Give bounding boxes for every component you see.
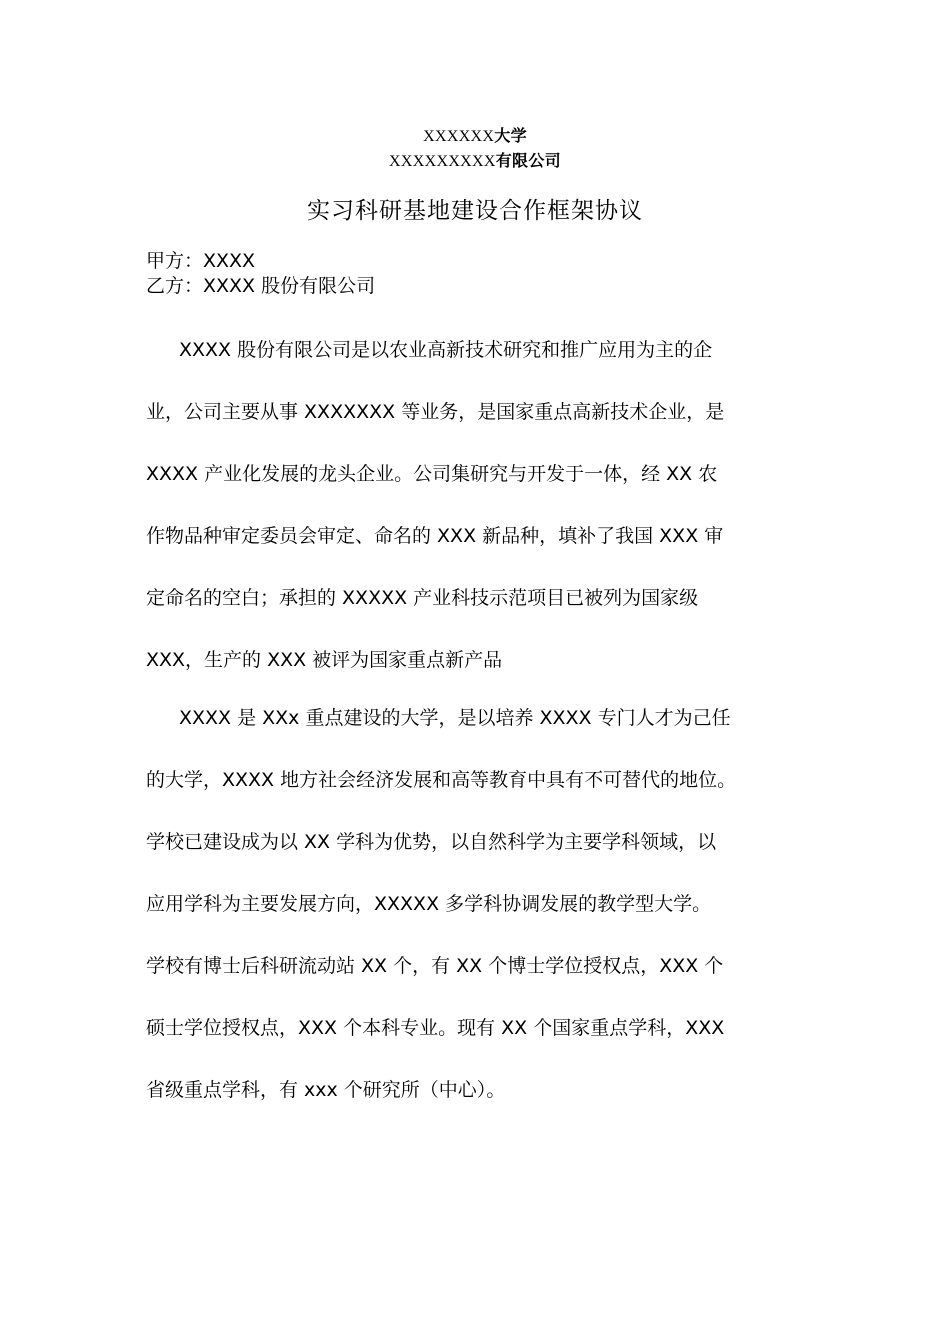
- paragraph-line: 学校已建设成为以 XX 学科为优势，以自然科学为主要学科领域，以: [146, 831, 717, 853]
- university-name: [0, 124, 950, 149]
- party-organizations-header: [0, 124, 950, 174]
- paragraph-line: 省级重点学科，有 xxx 个研究所（中心）。: [146, 1079, 506, 1101]
- paragraph-line: XXX，生产的 XXX 被评为国家重点新产品: [146, 649, 503, 671]
- paragraph-line: XXXX 股份有限公司是以农业高新技术研究和推广应用为主的企: [179, 339, 713, 361]
- university-name-suffix: 大学: [494, 126, 527, 145]
- paragraph-line: 硕士学位授权点，XXX 个本科专业。现有 XX 个国家重点学科，XXX: [146, 1017, 725, 1039]
- document-title: 实习科研基地建设合作框架协议: [307, 198, 643, 224]
- party-a-line: 甲方：XXXX: [146, 250, 256, 272]
- university-name-prefix: XXXXXX: [423, 128, 495, 145]
- paragraph-line: 业，公司主要从事 XXXXXXX 等业务，是国家重点高新技术企业，是: [146, 401, 725, 423]
- paragraph-line: 作物品种审定委员会审定、命名的 XXX 新品种，填补了我国 XXX 审: [146, 525, 724, 547]
- paragraph-line: 的大学，XXXX 地方社会经济发展和高等教育中具有不可替代的地位。: [146, 769, 737, 791]
- company-name-prefix: XXXXXXXXX: [389, 153, 496, 170]
- company-name: [0, 149, 950, 174]
- paragraph-line: XXXX 是 XXx 重点建设的大学，是以培养 XXXX 专门人才为己任: [179, 707, 731, 729]
- paragraph-line: XXXX 产业化发展的龙头企业。公司集研究与开发于一体，经 XX 农: [146, 463, 718, 485]
- paragraph-line: 学校有博士后科研流动站 XX 个，有 XX 个博士学位授权点，XXX 个: [146, 955, 724, 977]
- paragraph-line: 定命名的空白；承担的 XXXXX 产业科技示范项目已被列为国家级: [146, 587, 699, 609]
- party-b-line: 乙方：XXXX 股份有限公司: [146, 275, 376, 297]
- paragraph-line: 应用学科为主要发展方向，XXXXX 多学科协调发展的教学型大学。: [146, 893, 712, 915]
- company-name-suffix: 有限公司: [495, 151, 561, 170]
